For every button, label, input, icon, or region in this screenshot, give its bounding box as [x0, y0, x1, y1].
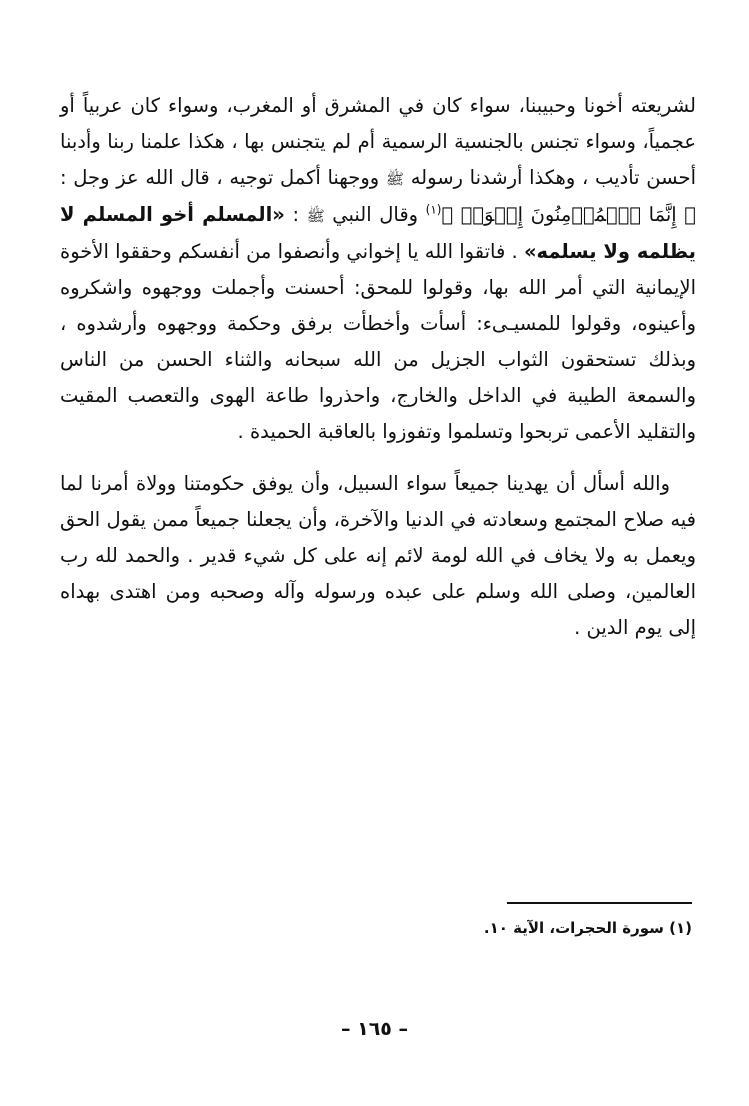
paragraph-2-text: والله أسأل أن يهدينا جميعاً سواء السبيل، وأن يوفق حكومتنا وولاة أمرنا لما فيه صلاح المجتمع وسعادته في الدنيا والآخرة، وأن يجعلنا جميعاً ممن يقول الحق ويعمل به ولا يخاف في الله لومة لائم إنه على كل شيء قدير . والحمد لله رب العالمين، وصلى الله وسلم على عبده ورسوله وآله وصحبه ومن اهتدى بهداه إلى يوم الدين . — [60, 472, 696, 639]
paragraph-1-text: لشريعته أخونا وحبيبنا، سواء كان في المشرق أو المغرب، وسواء كان عربياً أو عجمياً، وسواء تجنس بالجنسية الرسمية أم لم يتجنس بها ، هكذا علمنا ربنا وأدبنا أحسن تأديب ، وهكذا أرشدنا رسوله — [60, 94, 697, 189]
paragraph-1-text: وقال النبي — [324, 203, 426, 226]
quran-verse: ﴿ إِنَّمَا ٱلۡمُؤۡمِنُونَ إِخۡوَةٞ ﴾ — [441, 203, 696, 226]
saw-honorific: ﷺ — [306, 207, 325, 225]
main-text — [60, 88, 696, 646]
paragraph-2 — [60, 466, 696, 646]
hadith-quote: «المسلم أخو المسلم لا يظلمه ولا يسلمه» — [60, 203, 696, 263]
saw-honorific: ﷺ — [385, 170, 405, 188]
paragraph-1-text: . فاتقوا الله يا إخواني وأنصفوا من أنفسكم وحققوا الأخوة الإيمانية التي أمر الله بها، وقولوا للمحق: أحسنت وأجملت ووجهوه واشكروه وأعينوه، وقولوا للمسيـىء: أسأت وأخطأت برفق وحكمة ووجهوه وأرشدوه ، وبذلك تستحقون الثواب الجزيل من الله سبحانه والثناء الحسن من الناس والسمعة الطيبة في الداخل والخارج، واحذروا طاعة الهوى والتعصب المقيت والتقليد الأعمى تربحوا وتسلموا وتفوزوا بالعاقبة الحميدة . — [60, 240, 696, 443]
page-number: – ١٦٥ – — [340, 1018, 409, 1040]
footnote-divider — [507, 902, 692, 904]
paragraph-1-text: : — [284, 203, 307, 226]
footnote-marker[interactable]: (١) — [425, 202, 442, 217]
paragraph-1 — [60, 88, 696, 450]
paragraph-1-text: ووجهنا أكمل توجيه ، قال الله عز وجل : — [60, 166, 386, 189]
footnote: (١) سورة الحجرات، الآية ١٠. — [483, 919, 692, 937]
